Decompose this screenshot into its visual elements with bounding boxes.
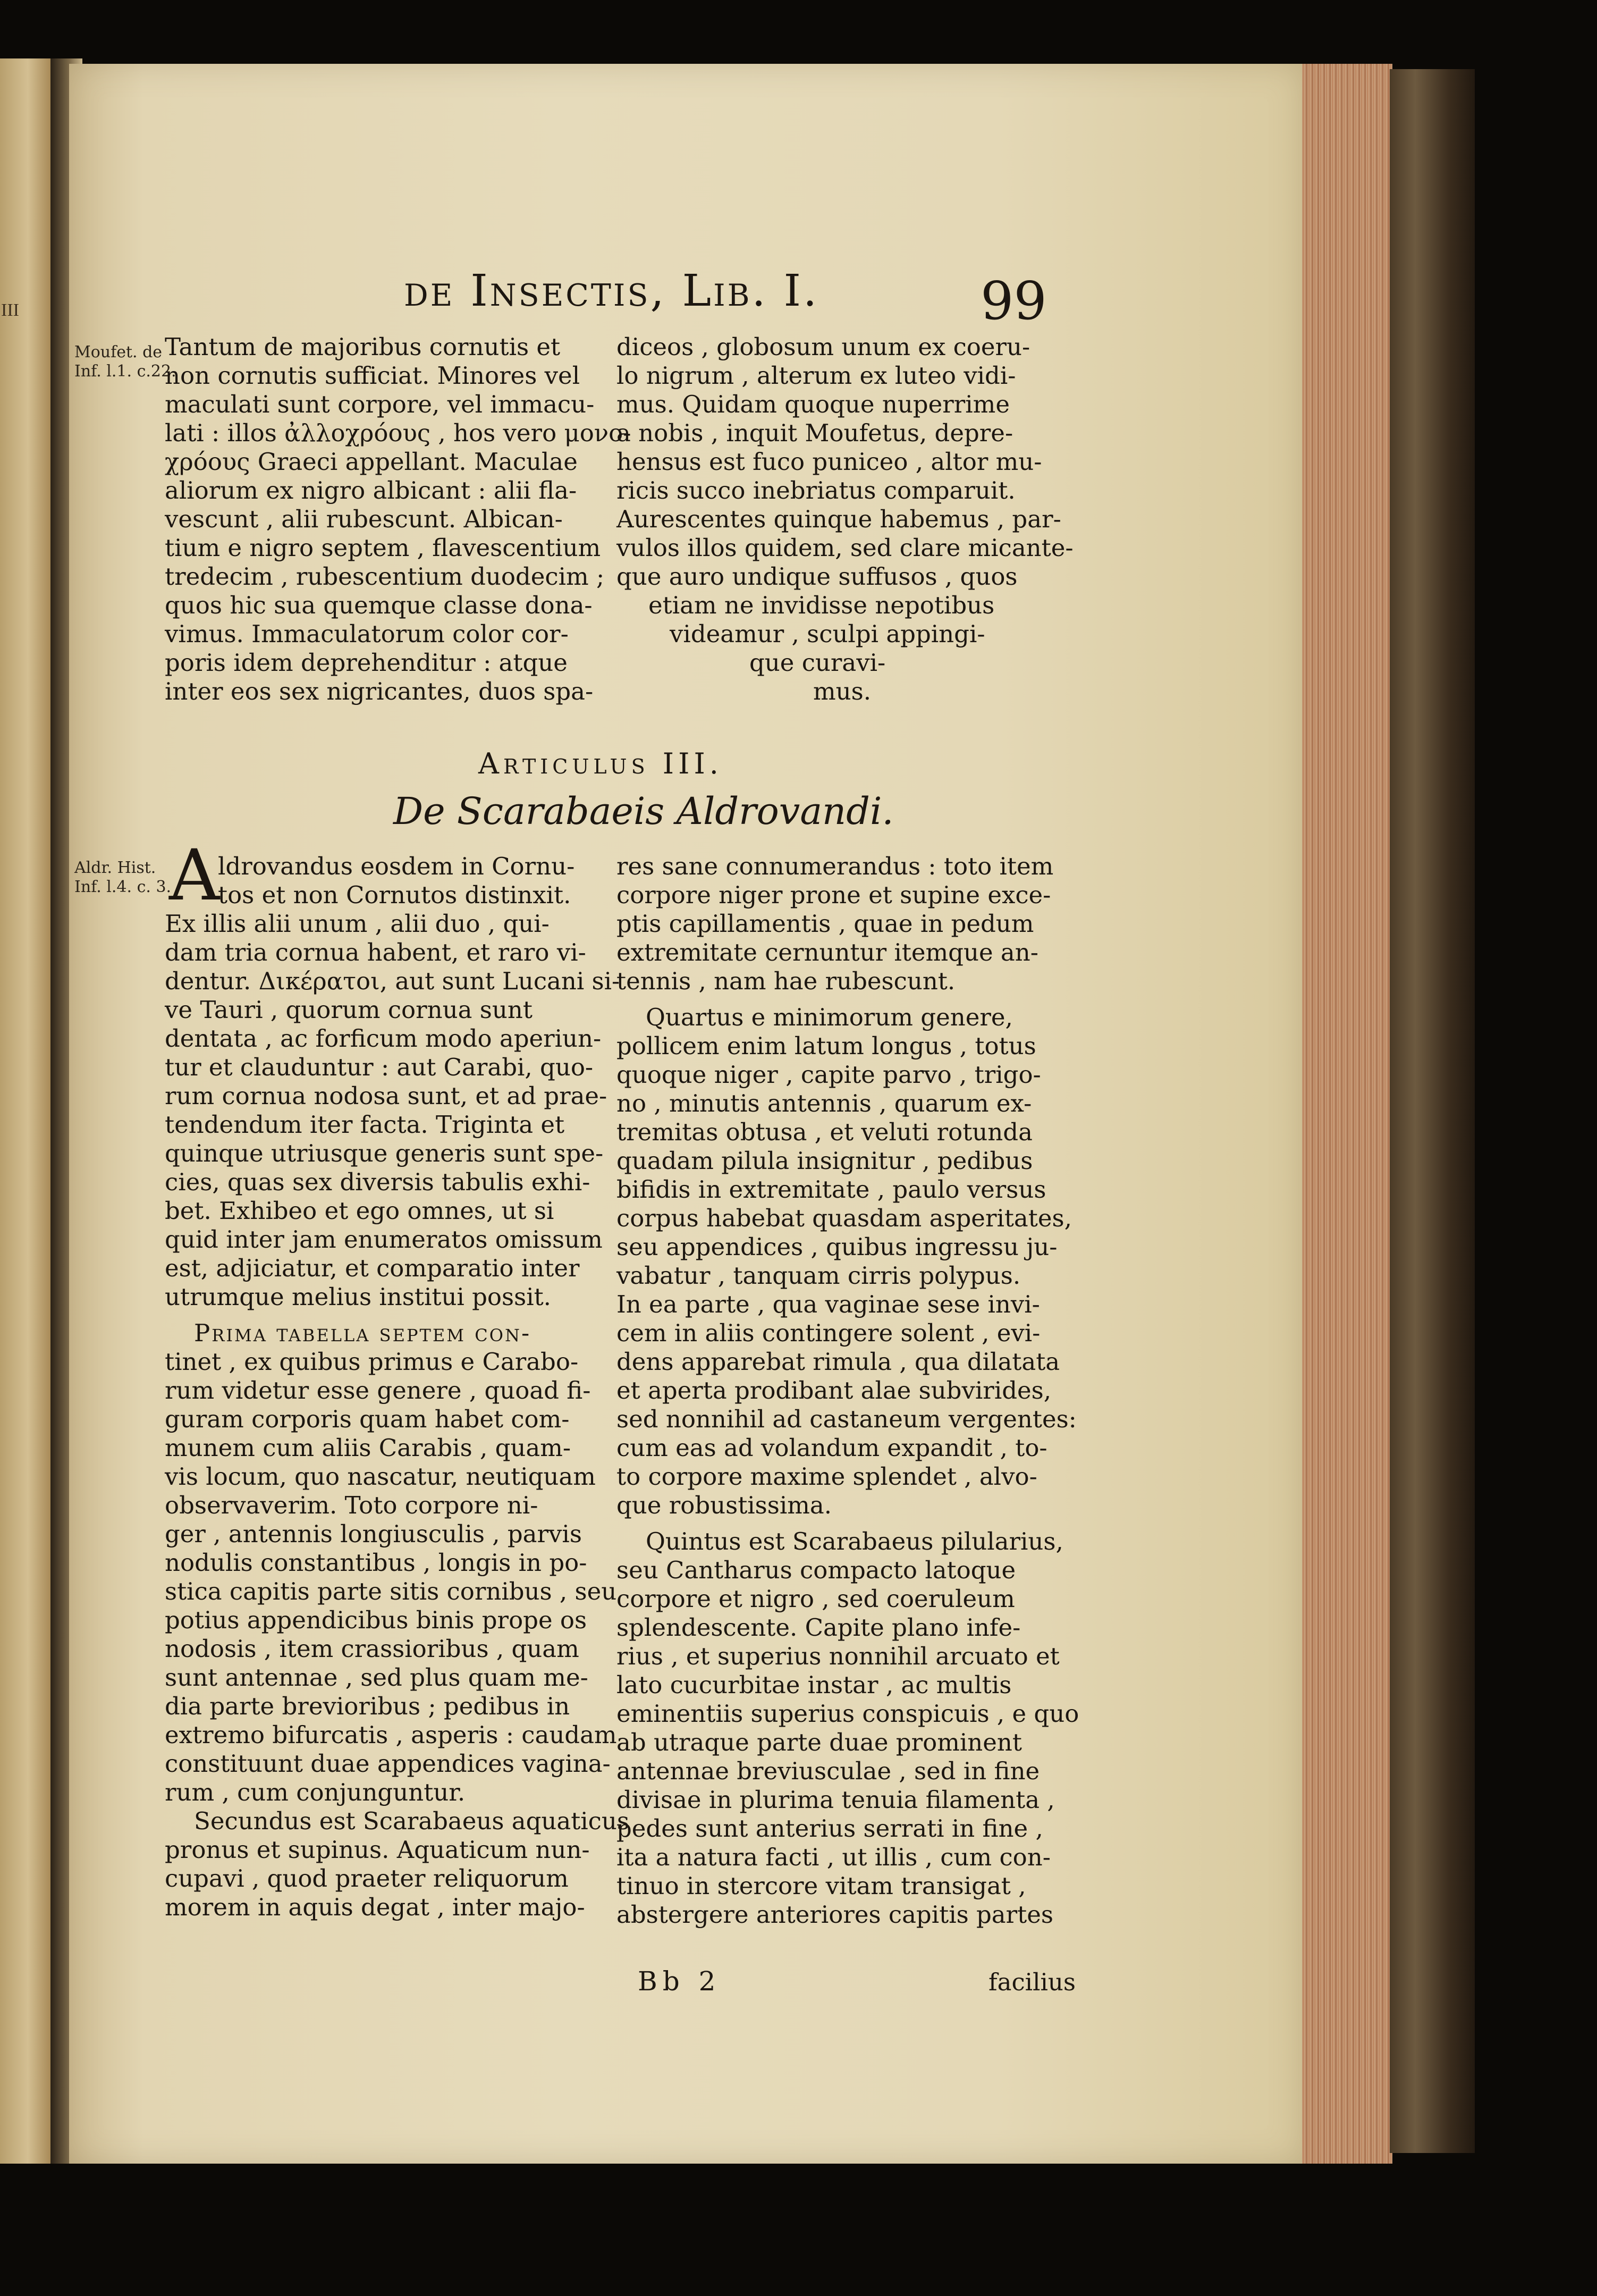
margin-note-line: Inf. l.1. c.22. [74,362,176,381]
text-line: que auro undique suffusos , quos [616,562,1018,591]
text-line: ricis succo inebriatus comparuit. [616,476,1016,504]
text-line: mus. Quidam quoque nuperrime [616,390,1010,418]
text-line: seu appendices , quibus ingressu ju- [616,1233,1058,1261]
text-line: ab utraque parte duae prominent [616,1728,1022,1756]
text-line: pollicem enim latum longus , totus [616,1032,1036,1060]
text-line: tendendum iter facta. Triginta et [165,1111,565,1139]
text-line: guram corporis quam habet com- [165,1405,570,1433]
text-line: a nobis , inquit Moufetus, depre- [616,419,1013,447]
text-line: cem in aliis contingere solent , evi- [616,1319,1041,1347]
margin-note-line: Inf. l.4. c. 3. [74,878,172,896]
text-line: res sane connumerandus : toto item [616,852,1054,880]
text-line: que curavi- [749,649,886,677]
text-line: inter eos sex nigricantes, duos spa- [165,677,594,705]
page-block-edges [1297,64,1392,2164]
text-line: ldrovandus eosdem in Cornu- [218,852,575,880]
text-line: tremitas obtusa , et veluti rotunda [616,1118,1033,1146]
text-line: Ex illis alii unum , alii duo , qui- [165,910,550,938]
text-line: cies, quas sex diversis tabulis exhi- [165,1168,590,1196]
text-line: pronus et supinus. Aquaticum nun- [165,1836,590,1864]
book-cover-edge [1390,69,1475,2153]
text-line: dens apparebat rimula , qua dilatata [616,1348,1060,1376]
body-left-column [165,852,629,1922]
text-line: morem in aquis degat , inter majo- [165,1893,585,1921]
text-line: divisae in plurima tenuia filamenta , [616,1786,1055,1814]
text-line: sed nonnihil ad castaneum vergentes: [616,1405,1077,1433]
text-line: ger , antennis longiusculis , parvis [165,1520,582,1548]
text-line: constituunt duae appendices vagina- [165,1750,611,1778]
text-line: cum eas ad volandum expandit , to- [616,1434,1047,1462]
text-line: videamur , sculpi appingi- [670,620,985,648]
text-line: lati : illos ἀλλοχρόους , hos vero μονο- [165,419,631,447]
text-line: tur et clauduntur : aut Carabi, quo- [165,1053,594,1081]
text-line: maculati sunt corpore, vel immacu- [165,390,595,418]
text-line: tos et non Cornutos distinxit. [218,881,571,909]
text-line: rius , et superius nonnihil arcuato et [616,1642,1060,1670]
margin-note-line: Aldr. Hist. [74,859,156,877]
text-line: vescunt , alii rubescunt. Albican- [165,505,563,533]
left-facing-page [0,58,50,2164]
text-line: extremitate cernuntur itemque an- [616,938,1038,966]
text-line: et aperta prodibant alae subvirides, [616,1376,1052,1404]
text-line: diceos , globosum unum ex coeru- [616,333,1030,361]
text-line: sunt antennae , sed plus quam me- [165,1663,588,1692]
text-line: bifidis in extremitate , paulo versus [616,1175,1046,1204]
text-line: Quintus est Scarabaeus pilularius, [646,1527,1063,1555]
left-page-mark: III [1,300,19,320]
margin-note-line: Moufet. de [74,343,163,361]
text-line: abstergere anteriores capitis partes [616,1900,1053,1929]
body-margin-note [74,859,171,897]
top-margin-note [74,343,176,381]
text-line: ptis capillamentis , quae in pedum [616,910,1034,938]
text-line: utrumque melius institui possit. [165,1283,551,1311]
running-head: de Insectis, Lib. I. [404,266,819,316]
text-line: vulos illos quidem, sed clare micante- [616,534,1074,562]
text-line: corpore et nigro , sed coeruleum [616,1585,1015,1613]
text-line: extremo bifurcatis , asperis : caudam [165,1721,617,1749]
drop-cap: A [169,835,220,916]
text-line: In ea parte , qua vaginae sese invi- [616,1290,1040,1318]
text-line: rum , cum conjunguntur. [165,1778,466,1806]
text-line: Tantum de majoribus cornutis et [165,333,561,361]
text-line: pedes sunt anterius serrati in fine , [616,1814,1043,1843]
text-line: antennae breviusculae , sed in fine [616,1757,1040,1785]
text-line: Secundus est Scarabaeus aquaticus [194,1807,629,1835]
text-line: observaverim. Toto corpore ni- [165,1491,538,1519]
text-line: quoque niger , capite parvo , trigo- [616,1061,1041,1089]
text-line: ve Tauri , quorum cornua sunt [165,996,533,1024]
text-line: corpus habebat quasdam asperitates, [616,1204,1072,1232]
text-line: stica capitis parte sitis cornibus , seu [165,1577,617,1605]
body-right-column [616,852,1079,1929]
catchword: facilius [988,1968,1076,1996]
text-line: Quartus e minimorum genere, [646,1003,1013,1031]
text-line: que robustissima. [616,1491,832,1519]
text-line: etiam ne invidisse nepotibus [648,591,995,619]
text-line: Aurescentes quinque habemus , par- [616,505,1061,533]
text-line: est, adjiciatur, et comparatio inter [165,1254,580,1282]
text-line: aliorum ex nigro albicant : alii fla- [165,476,577,504]
text-line: mus. [813,677,872,705]
text-line: eminentiis superius conspicuis , e quo [616,1700,1079,1728]
text-line: splendescente. Capite plano infe- [616,1613,1021,1642]
page-number: 99 [981,271,1047,332]
text-line: no , minutis antennis , quarum ex- [616,1089,1032,1117]
text-line: tredecim , rubescentium duodecim ; [165,562,605,591]
text-line: dam tria cornua habent, et raro vi- [165,938,586,966]
text-line: ita a natura facti , ut illis , cum con- [616,1843,1051,1871]
text-line: quos hic sua quemque classe dona- [165,591,593,619]
text-line: poris idem deprehenditur : atque [165,649,568,677]
text-line: dentur. Δικέρατοι, aut sunt Lucani si- [165,967,620,995]
text-line: cupavi , quod praeter reliquorum [165,1864,569,1893]
text-line: bet. Exhibeo et ego omnes, ut si [165,1197,554,1225]
text-line: quadam pilula insignitur , pedibus [616,1147,1033,1175]
text-line: quid inter jam enumeratos omissum [165,1225,603,1254]
text-line: lo nigrum , alterum ex luteo vidi- [616,361,1016,390]
text-line: quinque utriusque generis sunt spe- [165,1139,604,1167]
text-line: corpore niger prone et supine exce- [616,881,1051,909]
text-line: seu Cantharus compacto latoque [616,1556,1016,1584]
text-line: lato cucurbitae instar , ac multis [616,1671,1012,1699]
top-right-column [616,333,1074,706]
text-line: tennis , nam hae rubescunt. [616,967,956,995]
text-line: nodulis constantibus , longis in po- [165,1549,587,1577]
text-line: non cornutis sufficiat. Minores vel [165,361,580,390]
text-line: dia parte brevioribus ; pedibus in [165,1692,570,1720]
signature-mark: Bb 2 [638,1966,721,1997]
text-line: hensus est fuco puniceo , altor mu- [616,448,1042,476]
top-left-column [165,333,631,706]
text-line: tium e nigro septem , flavescentium [165,534,601,562]
text-line: tinuo in stercore vitam transigat , [616,1872,1026,1900]
text-line: Prima tabella septem con- [194,1319,531,1347]
text-line: tinet , ex quibus primus e Carabo- [165,1348,579,1376]
text-line: χρόους Graeci appellant. Maculae [165,448,578,476]
text-line: vabatur , tanquam cirris polypus. [616,1261,1021,1290]
text-line: vimus. Immaculatorum color cor- [165,620,569,648]
article-heading: Articulus III. [478,747,723,780]
text-line: rum videtur esse genere , quoad fi- [165,1376,591,1404]
text-line: to corpore maxime splendet , alvo- [616,1462,1037,1491]
text-line: rum cornua nodosa sunt, et ad prae- [165,1082,607,1110]
text-line: potius appendicibus binis prope os [165,1606,587,1634]
text-line: munem cum aliis Carabis , quam- [165,1434,571,1462]
section-title: De Scarabaeis Aldrovandi. [393,789,894,833]
text-line: nodosis , item crassioribus , quam [165,1635,579,1663]
text-line: vis locum, quo nascatur, neutiquam [165,1462,596,1491]
text-line: dentata , ac forficum modo aperiun- [165,1024,602,1053]
